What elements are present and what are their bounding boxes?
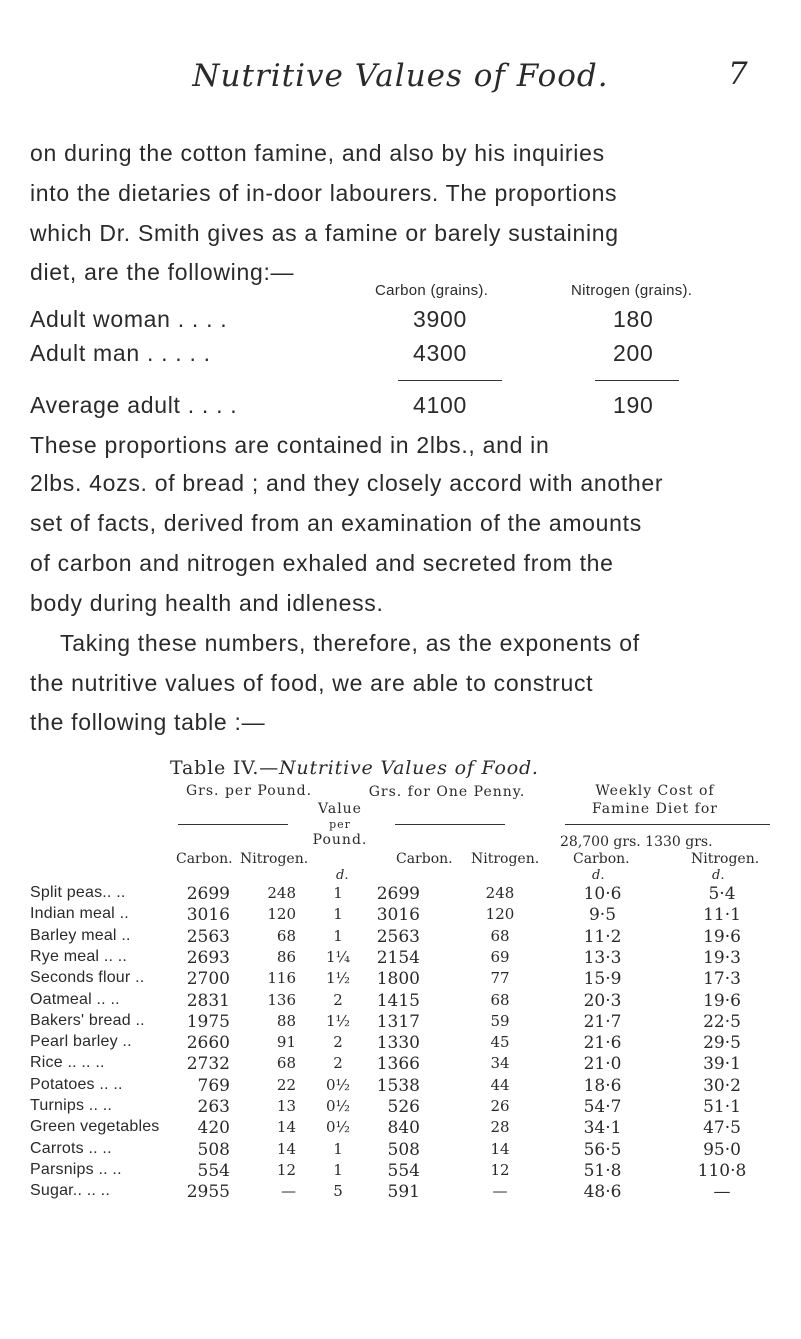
cell-carbon: 554 [197,1160,230,1181]
text-line: 2lbs. 4ozs. of bread ; and they closely accord with another [30,470,664,496]
group-grs-per-pound: Grs. per Pound. [186,783,313,799]
cell-carbon-penny: 2154 [376,947,420,968]
cell-carbon-penny: 840 [387,1118,420,1139]
cell-carbon-penny: 1415 [376,990,420,1011]
cell-carbon-penny: 526 [387,1097,420,1117]
group-value-line3: Pound. [312,832,368,848]
cell-carbon-penny: 2699 [376,884,420,904]
cell-carbon: 2699 [186,884,230,904]
food-name: Pearl barley .. [30,1033,132,1051]
group-grs-one-penny: Grs. for One Penny. [368,784,526,800]
cell-carbon-penny: 508 [387,1139,420,1160]
col-cost-nitrogen: Nitrogen. [691,851,760,867]
cell-nitrogen-penny: 68 [490,990,510,1009]
cell-carbon-penny: 1330 [376,1033,420,1054]
cell-nitrogen: 12 [276,1160,296,1179]
cell-cost-carbon: 56·5 [583,1139,622,1160]
cell-cost-carbon: 51·8 [583,1160,622,1181]
sum-rule [595,380,679,381]
cell-carbon: 2732 [186,1054,230,1075]
cell-value: 5 [333,1182,343,1201]
cell-nitrogen: 116 [267,969,296,988]
col-cost-carbon: Carbon. [573,851,630,867]
cell-carbon-penny: 2563 [376,926,420,947]
cell-nitrogen: 14 [276,1139,296,1158]
food-name: Bakers' bread .. [30,1011,145,1029]
cell-value: 2 [333,1054,343,1073]
cell-carbon: 3016 [186,905,230,926]
cell-value: 1½ [325,1011,351,1030]
cell-cost-carbon: 9·5 [588,905,617,926]
cell-cost-carbon: 10·6 [583,884,622,904]
group-weekly-line2: Famine Diet for [592,801,718,817]
text-line: the following table :— [30,709,266,735]
cell-cost-nitrogen: 11·1 [703,905,741,926]
cell-value: 0½ [325,1097,351,1115]
cell-carbon: 420 [197,1118,230,1139]
cell-value: 1¼ [325,947,351,966]
cell-nitrogen: — [281,1182,296,1201]
cell-carbon-penny: 554 [387,1160,420,1181]
diet-row-label: Adult man . . . . . [30,340,211,366]
group-weekly-line3: 28,700 grs. 1330 grs. [560,834,713,850]
food-name: Sugar.. .. .. [30,1182,110,1200]
cell-nitrogen-penny: 68 [490,926,510,945]
cell-carbon: 508 [197,1139,230,1160]
cell-nitrogen: 136 [267,990,296,1009]
food-name: Parsnips .. .. [30,1160,122,1178]
text-line: which Dr. Smith gives as a famine or barely sustaining [30,220,619,246]
cell-nitrogen-penny: 14 [490,1139,510,1158]
group-value-line2: per [329,818,351,831]
cell-cost-carbon: 18·6 [583,1075,622,1096]
cell-nitrogen-penny: — [492,1182,508,1201]
cell-cost-carbon: 13·3 [583,947,622,968]
diet-row-carbon: 3900 [413,306,467,332]
diet-average-carbon: 4100 [413,392,467,418]
cell-value: 1 [333,1139,343,1158]
cell-cost-carbon: 34·1 [583,1118,622,1139]
diet-row-label: Adult woman . . . . [30,306,228,332]
food-name: Oatmeal .. .. [30,990,120,1008]
cell-cost-nitrogen: 19·6 [703,990,741,1011]
brace-grs-per-pound [178,824,288,832]
group-weekly-line1: Weekly Cost of [595,783,715,799]
cell-value: 1 [333,1160,343,1179]
food-name: Potatoes .. .. [30,1075,123,1093]
cell-cost-nitrogen: 19·6 [703,926,741,947]
cell-cost-carbon: 15·9 [583,969,622,990]
col-carbon: Carbon. [176,851,233,867]
text-line: diet, are the following:— [30,259,295,285]
cell-cost-nitrogen: 95·0 [703,1139,741,1160]
cell-cost-carbon: 20·3 [583,990,622,1011]
food-name: Indian meal .. [30,905,129,923]
page-number: 7 [728,56,748,92]
cell-carbon: 2831 [186,990,230,1011]
cell-value: 0½ [325,1075,351,1094]
cell-carbon: 2563 [186,926,230,947]
col-carbon-penny: Carbon. [396,851,453,867]
cell-nitrogen-penny: 28 [490,1118,510,1137]
cell-cost-nitrogen: 110·8 [697,1160,747,1181]
text-line: These proportions are contained in 2lbs., and in [30,432,550,458]
cell-value: 1½ [325,969,351,988]
cell-cost-nitrogen: 22·5 [703,1011,741,1032]
cell-cost-carbon: 21·6 [583,1033,622,1054]
cell-carbon-penny: 1366 [376,1054,420,1075]
food-name: Rye meal .. .. [30,947,128,965]
text-line: on during the cotton famine, and also by his inquiries [30,140,605,166]
unit-value: d. [336,868,349,883]
cell-cost-nitrogen: 39·1 [703,1054,741,1075]
brace-weekly-cost [565,824,770,832]
cell-cost-nitrogen: 29·5 [703,1033,741,1054]
cell-value: 2 [333,1033,343,1052]
unit-cost-carbon: d. [592,868,605,883]
cell-carbon: 1975 [186,1011,230,1032]
cell-cost-nitrogen: 5·4 [708,884,736,904]
cell-nitrogen-penny: 34 [490,1054,510,1073]
food-name: Turnips .. .. [30,1097,113,1114]
diet-row-carbon: 4300 [413,340,467,366]
cell-value: 2 [333,990,343,1009]
diet-row-nitrogen: 180 [613,306,654,332]
unit-cost-nitrogen: d. [712,868,725,883]
cell-cost-carbon: 21·7 [583,1011,622,1032]
cell-cost-nitrogen: 47·5 [703,1118,741,1139]
cell-cost-nitrogen: 30·2 [703,1075,741,1096]
diet-row-nitrogen: 200 [613,340,654,366]
cell-carbon-penny: 1538 [376,1075,420,1096]
text-line: body during health and idleness. [30,590,384,616]
cell-nitrogen-penny: 45 [490,1033,510,1052]
food-name: Barley meal .. [30,926,131,944]
cell-carbon: 2955 [186,1182,230,1203]
cell-cost-carbon: 11·2 [583,926,622,947]
food-name: Green vegetables [30,1118,160,1136]
cell-carbon: 2693 [186,947,230,968]
diet-average-nitrogen: 190 [613,392,654,418]
cell-carbon-penny: 1800 [376,969,420,990]
cell-nitrogen-penny: 12 [490,1160,510,1179]
text-line: the nutritive values of food, we are able to construct [30,670,594,696]
cell-cost-carbon: 48·6 [583,1182,622,1203]
cell-nitrogen: 248 [267,884,296,902]
cell-cost-nitrogen: 17·3 [703,969,741,990]
cell-nitrogen-penny: 59 [490,1011,510,1030]
text-line: into the dietaries of in-door labourers. The proportions [30,180,618,206]
cell-nitrogen: 14 [276,1118,296,1137]
diet-col-nitrogen: Nitrogen (grains). [571,282,693,299]
cell-nitrogen: 86 [276,947,296,966]
cell-carbon: 263 [197,1097,230,1117]
food-name: Carrots .. .. [30,1139,112,1157]
cell-carbon: 2660 [186,1033,230,1054]
cell-nitrogen: 13 [276,1097,296,1115]
cell-nitrogen: 120 [267,905,296,924]
group-value-line1: Value [318,801,362,817]
cell-carbon-penny: 591 [387,1182,420,1203]
cell-nitrogen-penny: 26 [490,1097,510,1115]
col-nitrogen: Nitrogen. [240,851,309,867]
food-name: Rice .. .. .. [30,1054,105,1072]
cell-nitrogen-penny: 248 [485,884,515,902]
diet-col-carbon: Carbon (grains). [375,282,489,299]
cell-nitrogen-penny: 69 [490,947,510,966]
cell-cost-nitrogen: 19·3 [703,947,741,968]
cell-value: 1 [333,884,343,902]
cell-cost-nitrogen: — [713,1182,731,1203]
cell-cost-nitrogen: 51·1 [703,1097,741,1117]
table-title: Table IV.—Nutritive Values of Food. [170,757,539,779]
col-nitrogen-penny: Nitrogen. [471,851,540,867]
cell-nitrogen-penny: 77 [490,969,510,988]
cell-value: 1 [333,926,343,945]
cell-cost-carbon: 21·0 [583,1054,622,1075]
diet-average-label: Average adult . . . . [30,392,238,418]
food-name: Split peas.. .. [30,884,126,901]
food-name: Seconds flour .. [30,969,145,987]
cell-nitrogen-penny: 44 [490,1075,510,1094]
cell-nitrogen: 91 [276,1033,296,1052]
cell-carbon-penny: 3016 [376,905,420,926]
text-line: set of facts, derived from an examination of the amounts [30,510,642,536]
cell-cost-carbon: 54·7 [583,1097,622,1117]
cell-nitrogen: 68 [276,926,296,945]
cell-carbon-penny: 1317 [376,1011,420,1032]
cell-value: 1 [333,905,343,924]
text-line: of carbon and nitrogen exhaled and secreted from the [30,550,614,576]
cell-nitrogen: 68 [276,1054,296,1073]
sum-rule [398,380,502,381]
brace-grs-one-penny [395,824,505,832]
running-head-title: Nutritive Values of Food. [192,58,609,94]
cell-nitrogen: 22 [276,1075,296,1094]
cell-carbon: 2700 [186,969,230,990]
cell-nitrogen: 88 [276,1011,296,1030]
cell-carbon: 769 [197,1075,230,1096]
cell-nitrogen-penny: 120 [485,905,515,924]
cell-value: 0½ [325,1118,351,1137]
text-line: Taking these numbers, therefore, as the exponents of [60,630,640,656]
